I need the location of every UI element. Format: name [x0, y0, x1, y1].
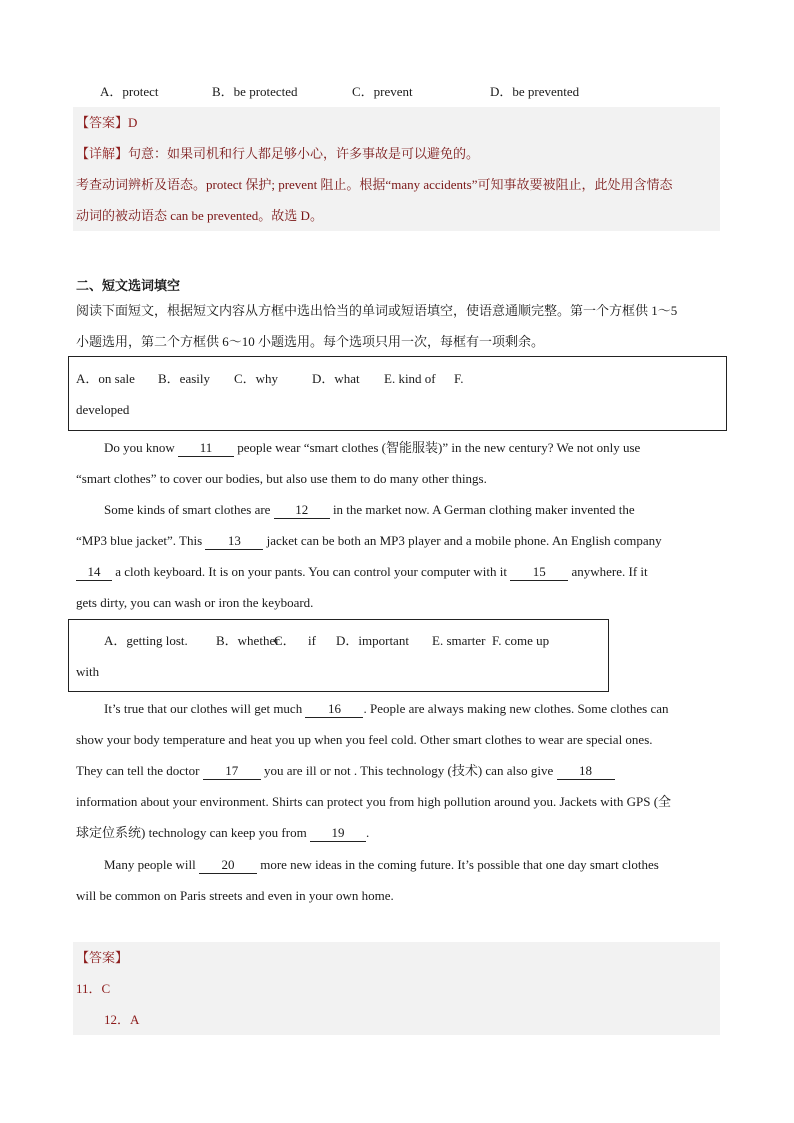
box1-option-a: A．on sale: [76, 371, 135, 386]
box2-option-d: D．important: [336, 633, 409, 648]
box2-option-a: A．getting lost.: [104, 633, 188, 648]
box1-option-e: E. kind of: [384, 371, 436, 386]
blank-13[interactable]: 13: [205, 533, 263, 550]
paragraph-3-line-2: show your body temperature and heat you up when you feel cold. Other smart clothes to wear are special ones.: [76, 732, 653, 747]
detail-line-3: 动词的被动语态 can be prevented。故选 D。: [76, 208, 323, 223]
paragraph-2-line-4: gets dirty, you can wash or iron the keyboard.: [76, 595, 314, 610]
blank-16[interactable]: 16: [305, 701, 363, 718]
paragraph-4-line-2: will be common on Paris streets and even in your own home.: [76, 888, 394, 903]
paragraph-3-line-3: They can tell the doctor 17 you are ill or not . This technology (技术) can also give 18: [76, 755, 615, 786]
paragraph-4-line-1: Many people will 20 more new ideas in the coming future. It’s possible that one day smart clothes: [104, 857, 659, 872]
word-box-2-line-2: with: [76, 664, 100, 679]
answers-label: 【答案】: [76, 950, 129, 965]
instruction-line-2: 小题选用，第二个方框供 6～10 小题选用。每个选项只用一次，每框有一项剩余。: [76, 334, 545, 349]
box1-option-b: B．easily: [158, 371, 210, 386]
paragraph-1-line-2: “smart clothes” to cover our bodies, but also use them to do many other things.: [76, 471, 487, 486]
instruction-line-1: 阅读下面短文，根据短文内容从方框中选出恰当的单词或短语填空，使语意通顺完整。第一个方框供 1～5: [76, 303, 678, 318]
box1-option-f: F.: [454, 371, 464, 386]
answer-12: 12．A: [104, 1012, 140, 1027]
option-a: A．protect: [100, 84, 159, 99]
detail-text-1: 句意：如果司机和行人都足够小心，许多事故是可以避免的。: [128, 146, 480, 161]
blank-11[interactable]: 11: [178, 440, 234, 457]
section-title: 二、短文选词填空: [76, 278, 181, 293]
detail-line-1: [76, 138, 479, 169]
box2-option-c: C．: [274, 633, 296, 648]
blank-15[interactable]: 15: [510, 564, 568, 581]
blank-14[interactable]: 14: [76, 564, 112, 581]
word-box-1-line-2: developed: [76, 402, 130, 417]
blank-19[interactable]: 19: [310, 825, 366, 842]
answers-block: [73, 942, 720, 1035]
box2-option-f: F. come up: [492, 633, 550, 648]
word-box-2-options: [104, 625, 549, 656]
paragraph-3-line-5: 球定位系统) technology can keep you from 19 .: [76, 825, 370, 840]
box2-option-c-text: if: [308, 633, 316, 648]
blank-17[interactable]: 17: [203, 763, 261, 780]
paragraph-2-line-2: “MP3 blue jacket”. This 13 jacket can be both an MP3 player and a mobile phone. An English company: [76, 533, 662, 548]
paragraph-2-line-1: Some kinds of smart clothes are 12 in the market now. A German clothing maker invented the: [104, 502, 635, 517]
box1-option-d: D．what: [312, 371, 360, 386]
blank-20[interactable]: 20: [199, 857, 257, 874]
detail-line-2: 考查动词辨析及语态。protect 保护; prevent 阻止。根据“many accidents”可知事故要被阻止，此处用含情态: [76, 177, 673, 192]
paragraph-2-line-3: 14 a cloth keyboard. It is on your pants. You can control your computer with it 15 anywhere. If it: [76, 556, 648, 587]
option-d: D．be prevented: [490, 84, 580, 99]
paragraph-3-line-1: It’s true that our clothes will get much 16 . People are always making new clothes. Some clothes can: [104, 701, 669, 716]
box2-option-b: B．whether: [216, 633, 280, 648]
word-box-1-options: [76, 363, 463, 394]
blank-12[interactable]: 12: [274, 502, 330, 519]
previous-question-options: [100, 76, 579, 107]
paragraph-1-line-1: Do you know 11 people wear “smart clothes (智能服装)” in the new century? We not only use: [104, 440, 641, 455]
detail-label: 【详解】: [76, 146, 129, 161]
box2-option-e: E. smarter: [432, 633, 486, 648]
blank-18[interactable]: 18: [557, 763, 615, 780]
answer-11: 11．C: [76, 981, 111, 996]
box1-option-c: C．why: [234, 371, 279, 386]
paragraph-3-line-4: information about your environment. Shirts can protect you from high pollution around you. Jackets with GPS (全: [76, 794, 672, 809]
option-c: C．prevent: [352, 84, 413, 99]
option-b: B．be protected: [212, 84, 298, 99]
answer-label: 【答案】D: [76, 115, 138, 130]
